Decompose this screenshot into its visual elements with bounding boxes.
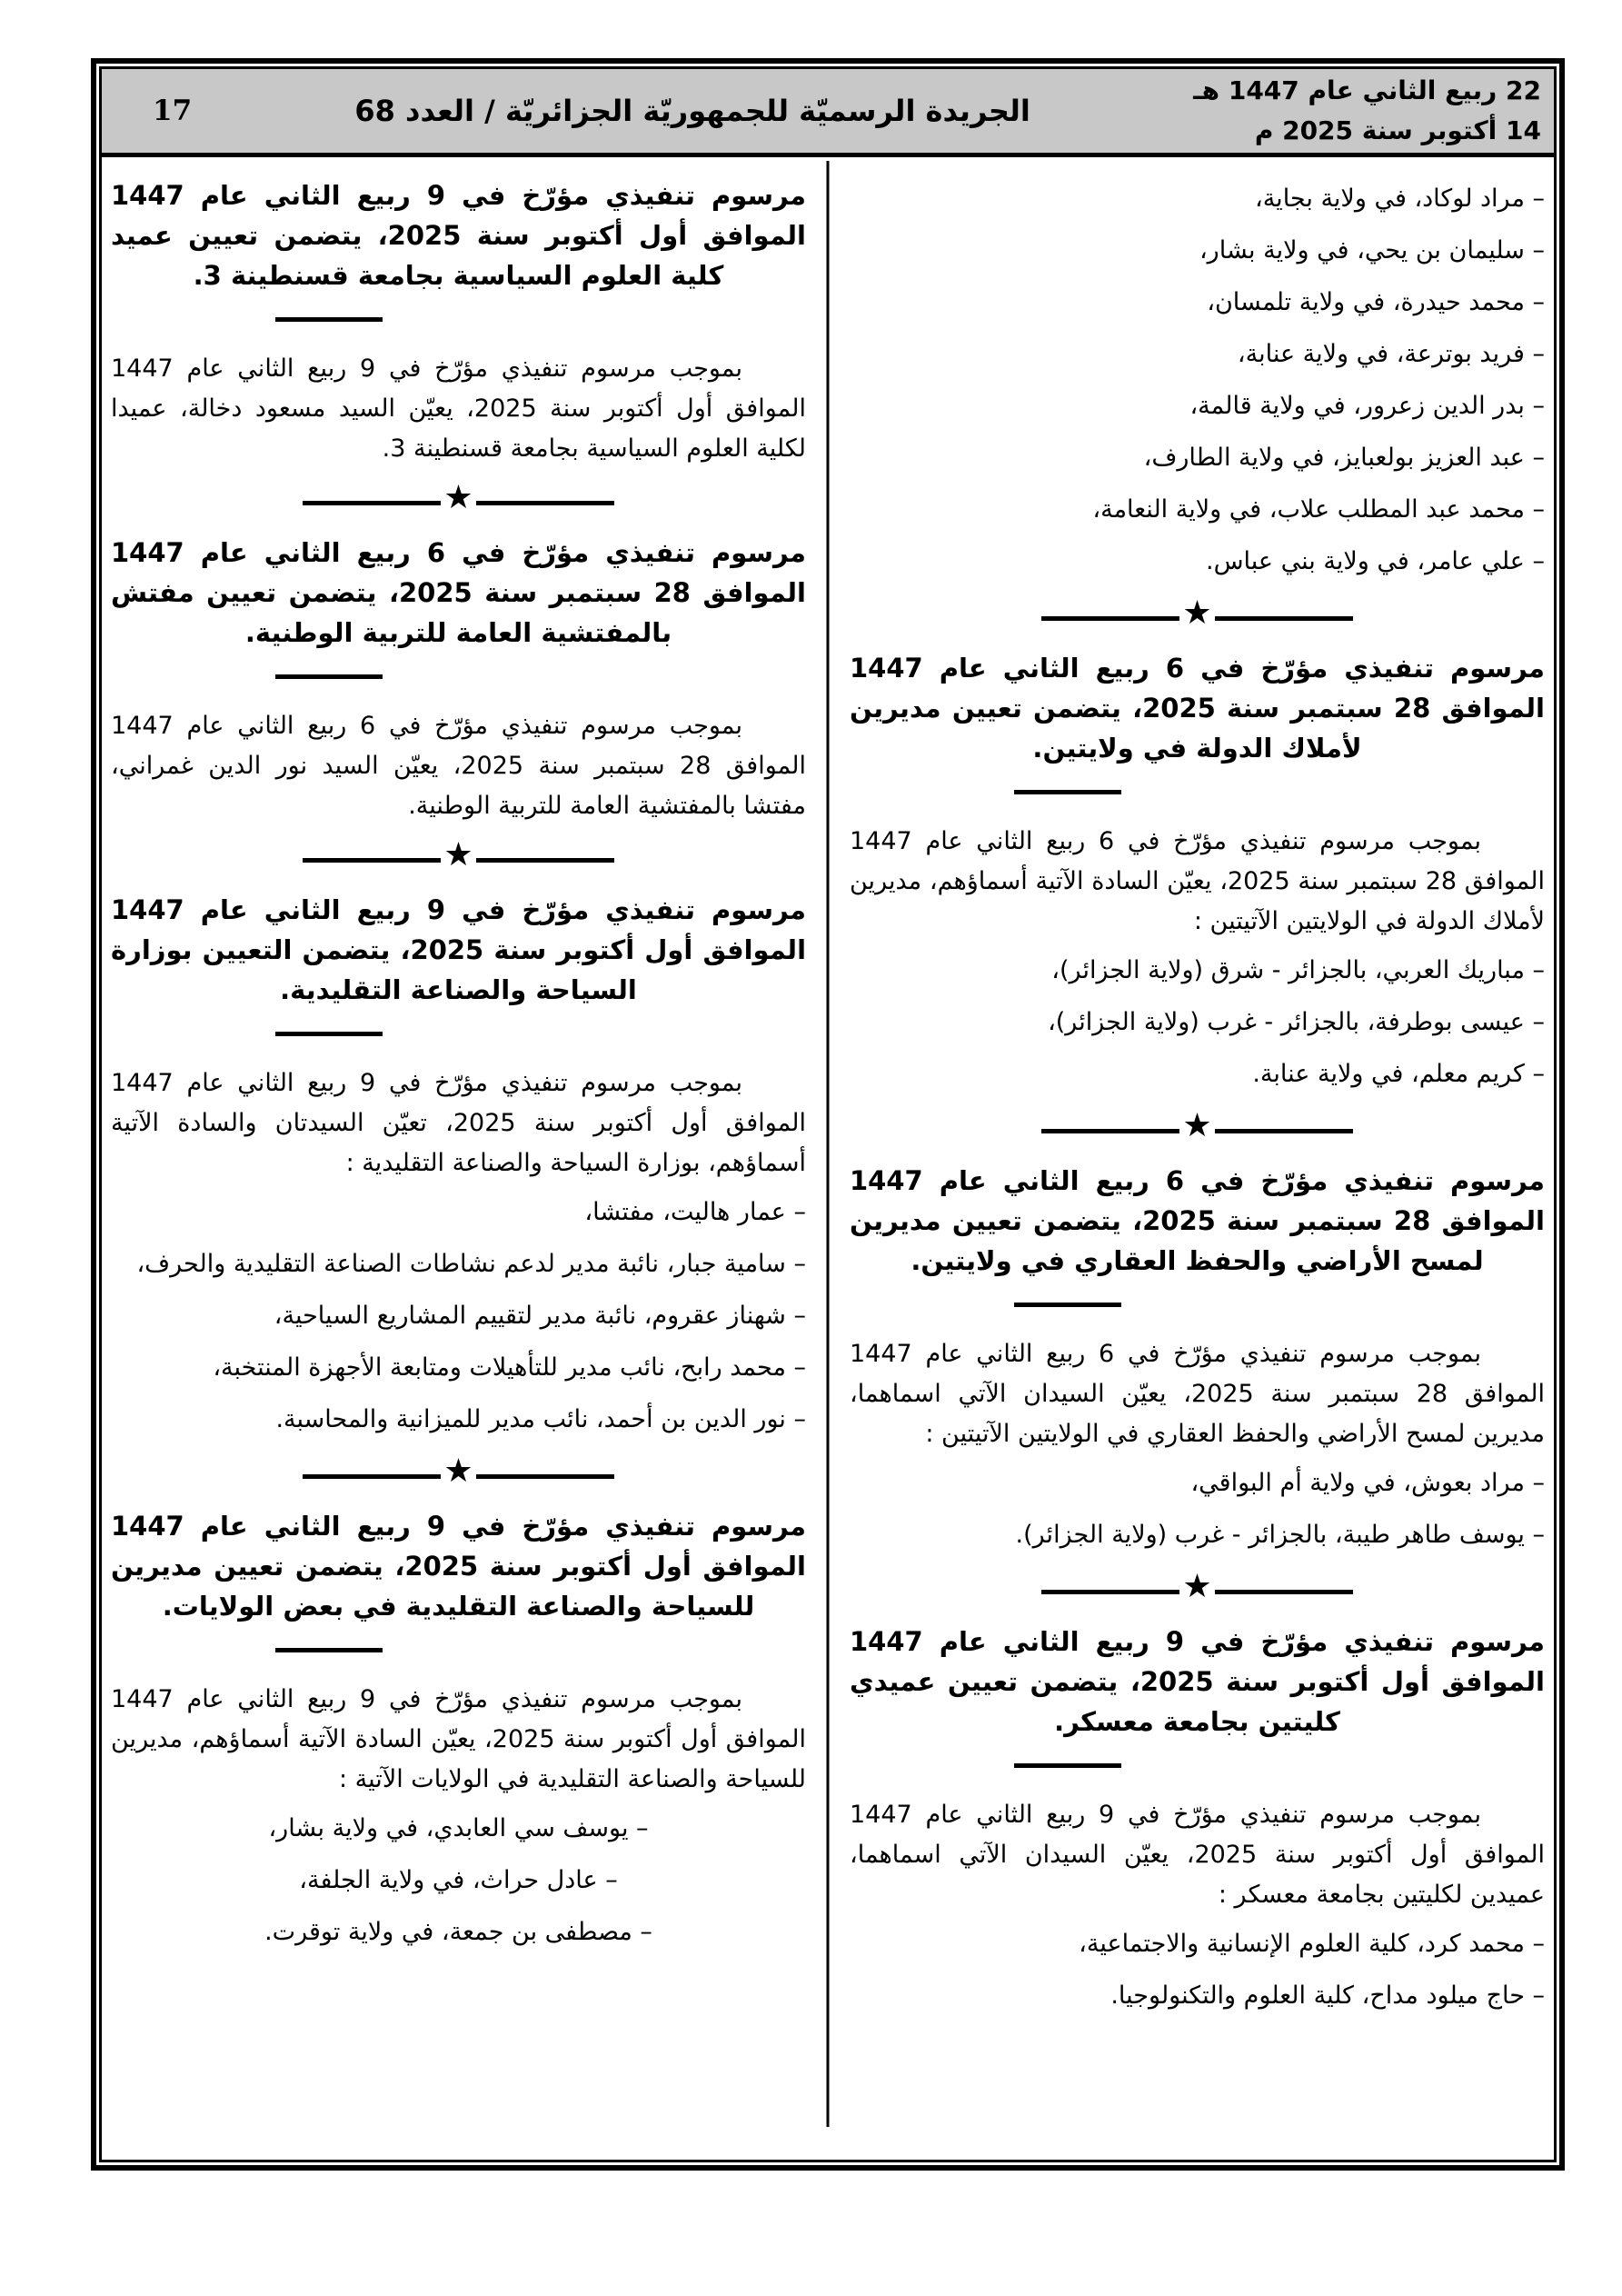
- appointments-list: [850, 951, 1545, 1094]
- title-rule: [1014, 1763, 1121, 1768]
- divider-line: [1041, 616, 1179, 621]
- title-rule: [275, 674, 383, 679]
- decree-title: مرسوم تنفيذي مؤرّخ في 9 ربيع الثاني عام 1447 الموافق أول أكتوبر سنة 2025، يتضمن التعيين بوزارة السياحة والصناعة التقليدية.: [111, 894, 807, 1005]
- column-divider: [827, 161, 830, 2127]
- divider-line: [1041, 1590, 1179, 1594]
- page-body: [102, 157, 1554, 2160]
- star-icon: ★: [1182, 1568, 1212, 1605]
- list-item: – محمد كرد، كلية العلوم الإنسانية والاجتماعية،: [1079, 1930, 1545, 1958]
- date-gregorian: 14 أكتوبر سنة 2025 م: [1254, 115, 1541, 145]
- title-rule: [275, 1648, 383, 1652]
- journal-masthead: الجريدة الرسميّة للجمهوريّة الجزائريّة / العدد 68: [354, 94, 1030, 128]
- decree-title: مرسوم تنفيذي مؤرّخ في 6 ربيع الثاني عام 1447 الموافق 28 سبتمبر سنة 2025، يتضمن تعيين مفتش بالمفتشية العامة للتربية الوطنية.: [111, 537, 806, 648]
- title-rule: [1014, 1303, 1121, 1307]
- star-divider: [111, 835, 806, 875]
- divider-line: [476, 501, 614, 505]
- decree-paragraph: بموجب مرسوم تنفيذي مؤرّخ في 6 ربيع الثاني عام 1447 الموافق 28 سبتمبر سنة 2025، يعيّن السيد نور الدين غمراني، مفتشا بالمفتشية العامة للتربية الوطنية.: [111, 712, 806, 820]
- star-divider: [111, 478, 806, 518]
- list-item: – عيسى بوطرفة، بالجزائر - غرب (ولاية الجزائر)،: [1048, 1008, 1545, 1036]
- appointments-list: [850, 1924, 1545, 2016]
- list-item: – يوسف طاهر طيبة، بالجزائر - غرب (ولاية الجزائر).: [1015, 1521, 1545, 1549]
- list-item: – عادل حراث، في ولاية الجلفة،: [299, 1866, 618, 1894]
- list-item: – محمد عبد المطلب علاب، في ولاية النعامة،: [1092, 495, 1545, 524]
- column-left: [102, 170, 828, 2160]
- appointments-list: [850, 179, 1545, 582]
- title-rule: [275, 317, 383, 322]
- decree-title: مرسوم تنفيذي مؤرّخ في 9 ربيع الثاني عام 1447 الموافق أول أكتوبر سنة 2025، يتضمن تعيين عميدي كليتين بجامعة معسكر.: [850, 1626, 1545, 1737]
- divider-line: [303, 858, 441, 863]
- star-divider: [111, 1452, 806, 1492]
- decree-title: مرسوم تنفيذي مؤرّخ في 6 ربيع الثاني عام 1447 الموافق 28 سبتمبر سنة 2025، يتضمن تعيين مديرين لأملاك الدولة في ولايتين.: [850, 653, 1545, 764]
- decree-paragraph: بموجب مرسوم تنفيذي مؤرّخ في 9 ربيع الثاني عام 1447 الموافق أول أكتوبر سنة 2025، يعيّن السيدان الآتي اسماهما، عميدين لكليتين بجامعة معسكر :: [850, 1801, 1546, 1909]
- decree-paragraph: بموجب مرسوم تنفيذي مؤرّخ في 9 ربيع الثاني عام 1447 الموافق أول أكتوبر سنة 2025، تعيّن السيدتان والسادة الآتية أسماؤهم، بوزارة السياحة والصناعة التقليدية :: [111, 1069, 806, 1177]
- appointments-list: [111, 1809, 806, 1952]
- list-item: – يوسف سي العابدي، في ولاية بشار،: [268, 1814, 649, 1842]
- divider-line: [303, 501, 441, 505]
- decree-paragraph: بموجب مرسوم تنفيذي مؤرّخ في 9 ربيع الثاني عام 1447 الموافق أول أكتوبر سنة 2025، يعيّن السيد مسعود دخالة، عميدا لكلية العلوم السياسية بجامعة قسنطينة 3.: [111, 354, 806, 463]
- page-header: [102, 69, 1554, 157]
- list-item: – محمد حيدرة، في ولاية تلمسان،: [1207, 288, 1545, 316]
- list-item: – شهناز عقروم، نائبة مدير لتقييم المشاريع السياحية،: [274, 1302, 806, 1330]
- divider-line: [1041, 1129, 1179, 1133]
- list-item: – سليمان بن يحي، في ولاية بشار،: [1199, 236, 1545, 265]
- star-icon: ★: [1182, 594, 1212, 632]
- decree-title: مرسوم تنفيذي مؤرّخ في 9 ربيع الثاني عام 1447 الموافق أول أكتوبر سنة 2025، يتضمن تعيين عميد كلية العلوم السياسية بجامعة قسنطينة 3.: [111, 180, 806, 291]
- list-item: – محمد رابح، نائب مدير للتأهيلات ومتابعة الأجهزة المنتخبة،: [213, 1353, 806, 1382]
- list-item: – نور الدين بن أحمد، نائب مدير للميزانية والمحاسبة.: [275, 1405, 806, 1433]
- decree-title: مرسوم تنفيذي مؤرّخ في 6 ربيع الثاني عام 1447 الموافق 28 سبتمبر سنة 2025، يتضمن تعيين مديرين لمسح الأراضي والحفظ العقاري في ولايتين.: [850, 1165, 1545, 1276]
- list-item: – سامية جبار، نائبة مدير لدعم نشاطات الصناعة التقليدية والحرف،: [136, 1250, 806, 1278]
- title-rule: [1014, 790, 1121, 794]
- appointments-list: [111, 1193, 806, 1440]
- star-divider: [850, 594, 1545, 634]
- star-icon: ★: [1182, 1107, 1212, 1144]
- divider-line: [476, 858, 614, 863]
- divider-line: [1215, 1129, 1353, 1133]
- decree-paragraph: بموجب مرسوم تنفيذي مؤرّخ في 9 ربيع الثاني عام 1447 الموافق أول أكتوبر سنة 2025، يعيّن السادة الآتية أسماؤهم، مديرين للسياحة والصناعة التقليدية في الولايات الآتية :: [111, 1685, 807, 1793]
- star-divider: [850, 1567, 1545, 1607]
- list-item: – فريد بوترعة، في ولاية عنابة،: [1237, 340, 1545, 368]
- title-rule: [275, 1032, 383, 1036]
- page-number: 17: [153, 95, 193, 127]
- list-item: – مراد لوكاد، في ولاية بجاية،: [1254, 185, 1545, 213]
- list-item: – كريم معلم، في ولاية عنابة.: [1252, 1060, 1545, 1088]
- decree-paragraph: بموجب مرسوم تنفيذي مؤرّخ في 6 ربيع الثاني عام 1447 الموافق 28 سبتمبر سنة 2025، يعيّن السادة الآتية أسماؤهم، مديرين لأملاك الدولة في الولايتين الآتيتين :: [850, 827, 1545, 935]
- divider-line: [476, 1474, 614, 1479]
- list-item: – مباريك العربي، بالجزائر - شرق (ولاية الجزائر)،: [1051, 956, 1545, 984]
- list-item: – مصطفى بن جمعة، في ولاية توقرت.: [264, 1918, 652, 1946]
- list-item: – علي عامر، في ولاية بني عباس.: [1206, 547, 1545, 575]
- divider-line: [1215, 616, 1353, 621]
- divider-line: [1215, 1590, 1353, 1594]
- star-divider: [850, 1106, 1545, 1146]
- issue-dates: [1193, 71, 1554, 151]
- list-item: – عمار هاليت، مفتشا،: [584, 1198, 806, 1226]
- list-item: – عبد العزيز بولعبايز، في ولاية الطارف،: [1143, 444, 1545, 472]
- list-item: – مراد بعوش، في ولاية أم البواقي،: [1190, 1469, 1545, 1497]
- page-frame: [91, 58, 1565, 2171]
- star-icon: ★: [443, 836, 473, 873]
- list-item: – بدر الدين زعرور، في ولاية قالمة،: [1189, 392, 1545, 420]
- column-right: [828, 170, 1554, 2160]
- divider-line: [303, 1474, 441, 1479]
- decree-paragraph: بموجب مرسوم تنفيذي مؤرّخ في 6 ربيع الثاني عام 1447 الموافق 28 سبتمبر سنة 2025، يعيّن السيدان الآتي اسماهما، مديرين لمسح الأراضي والحفظ العقاري في الولايتين الآتيتين :: [850, 1340, 1545, 1448]
- appointments-list: [850, 1463, 1545, 1555]
- date-hijri: 22 ربيع الثاني عام 1447 هـ: [1193, 75, 1541, 105]
- star-icon: ★: [443, 479, 473, 516]
- page-inner-frame: [99, 66, 1557, 2162]
- star-icon: ★: [443, 1452, 473, 1490]
- decree-title: مرسوم تنفيذي مؤرّخ في 9 ربيع الثاني عام 1447 الموافق أول أكتوبر سنة 2025، يتضمن تعيين مديرين للسياحة والصناعة التقليدية في بعض الولايات.: [111, 1511, 806, 1622]
- list-item: – حاج ميلود مداح، كلية العلوم والتكنولوجيا.: [1110, 1982, 1545, 2010]
